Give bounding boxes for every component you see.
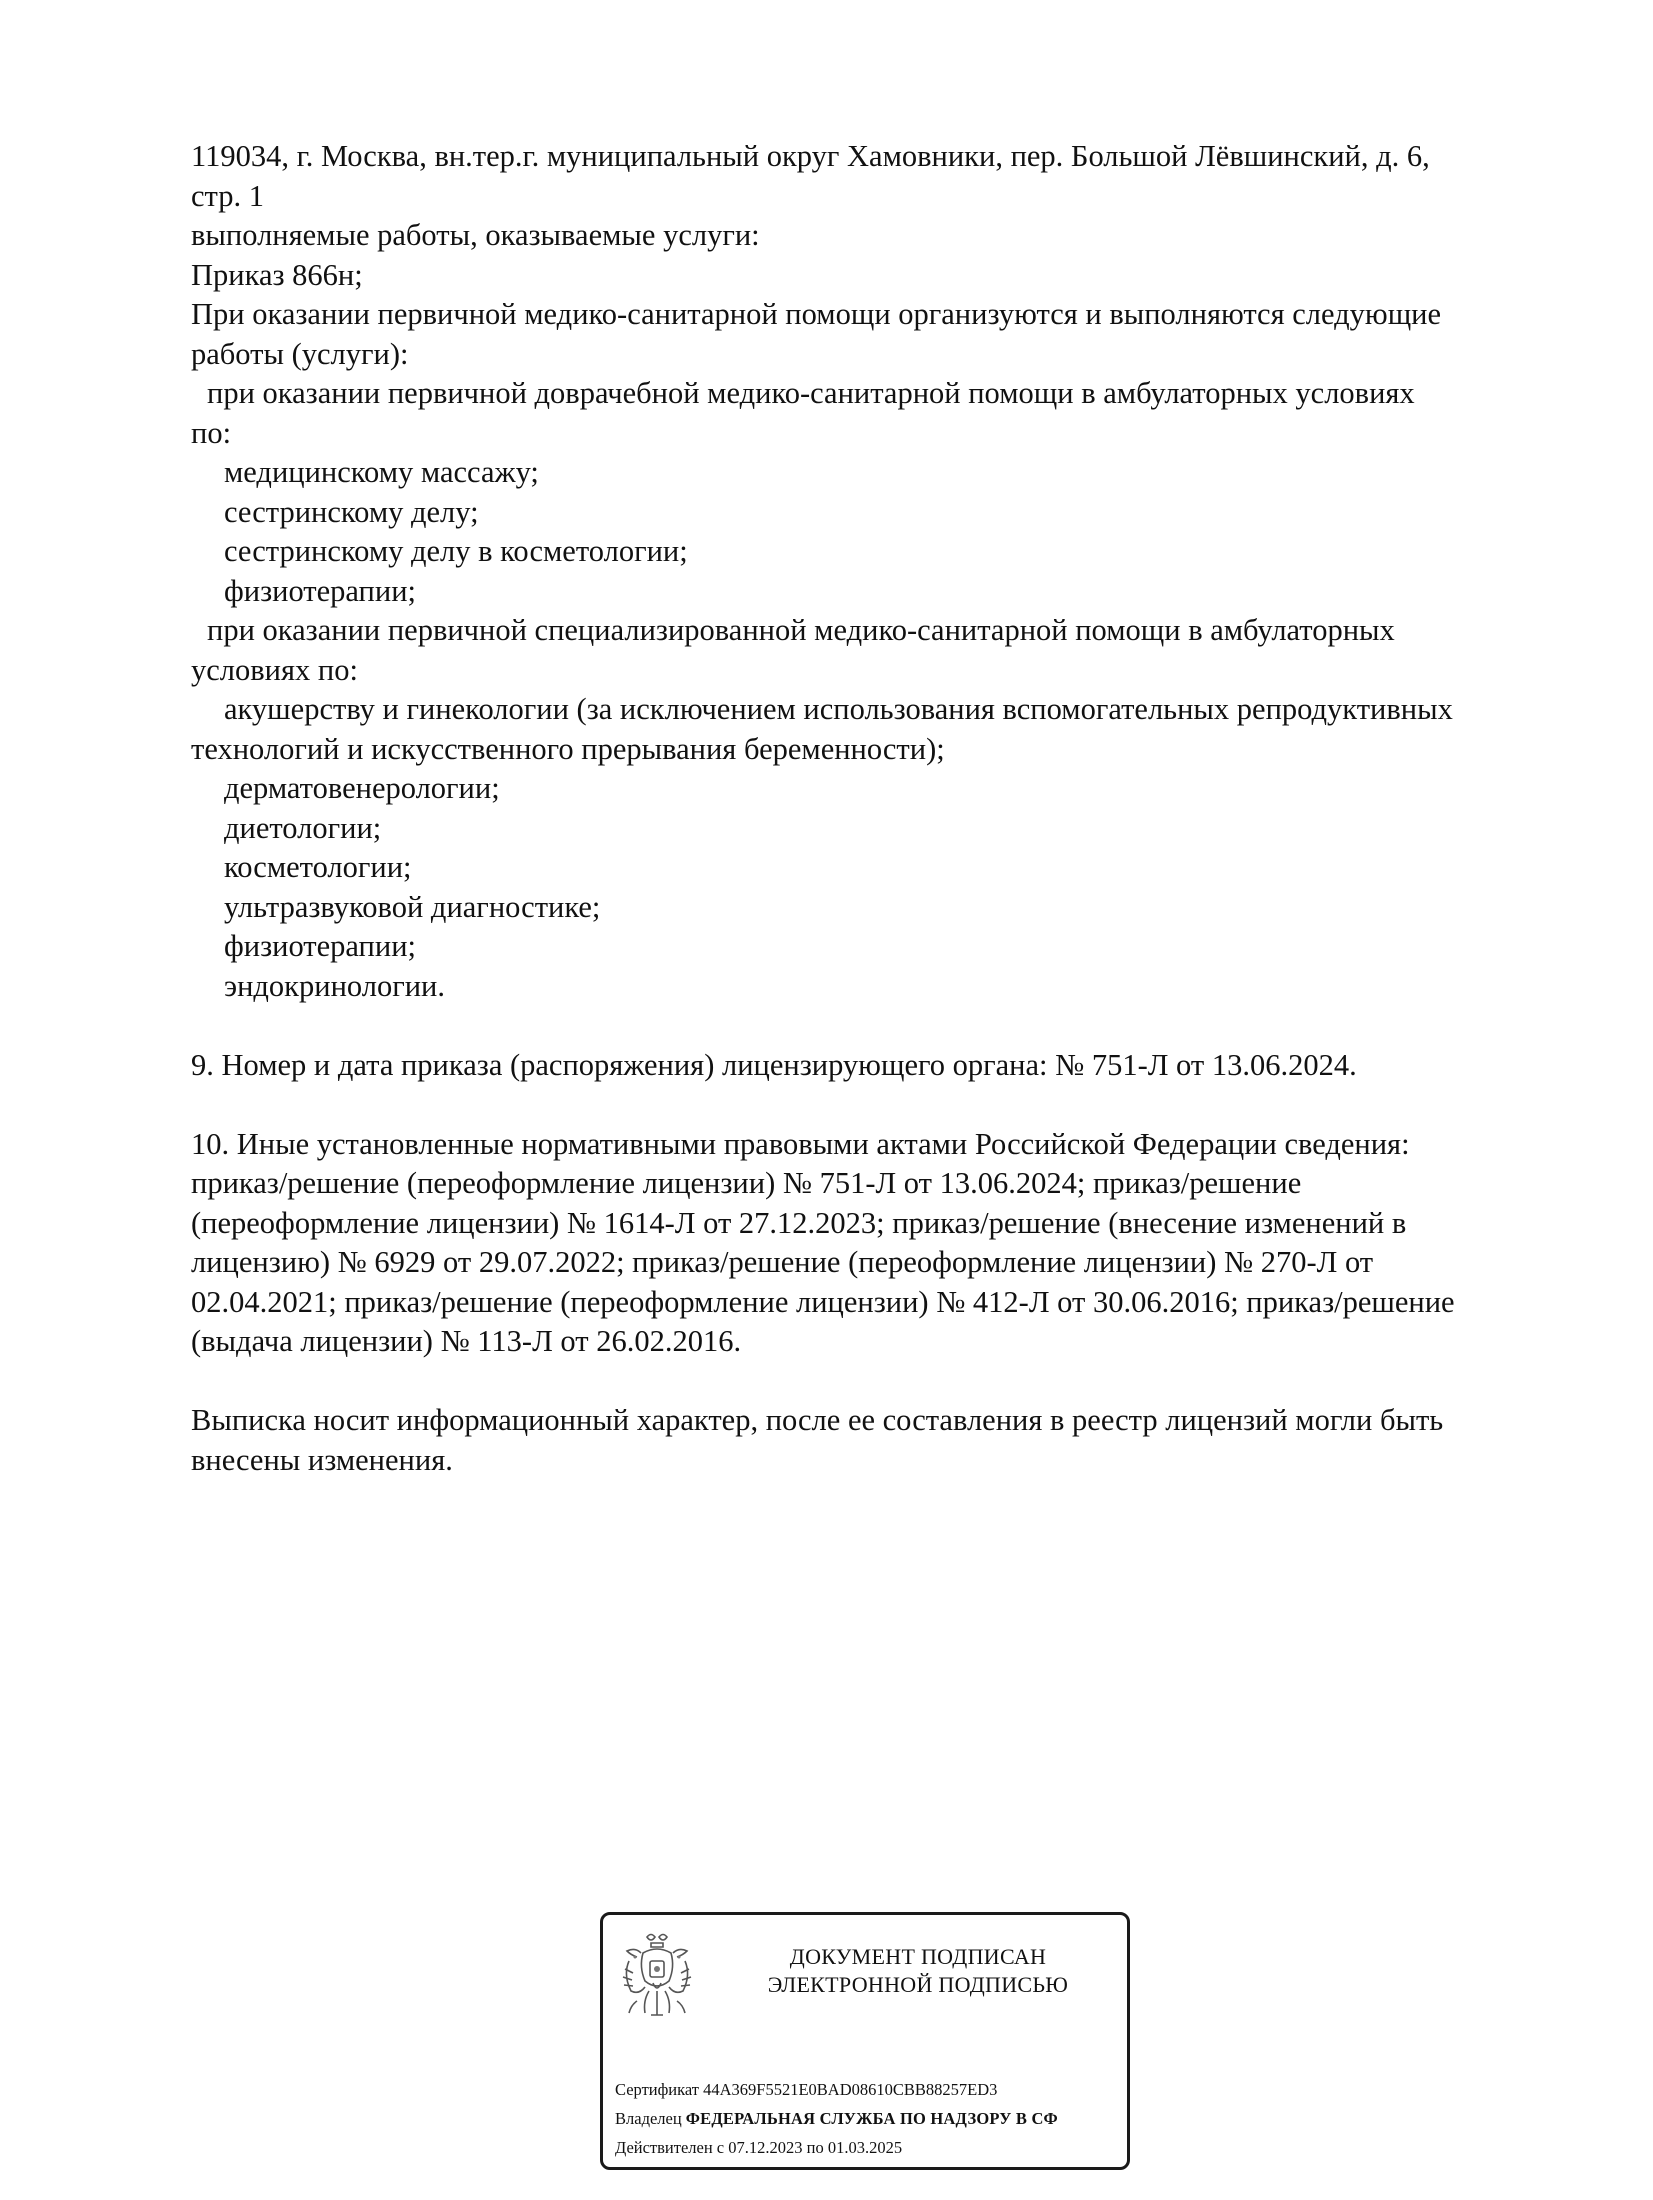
prehospital-care-heading-continued: по: — [191, 415, 232, 450]
owner-label: Владелец — [615, 2109, 682, 2128]
prehospital-care-heading: при оказании первичной доврачебной медико-санитарной помощи в амбулаторных условиях — [207, 376, 1415, 410]
address-line: 119034, г. Москва, вн.тер.г. муниципальный округ Хамовники, пер. Большой Лёвшинский, д. 6, — [191, 139, 1430, 173]
certificate-number: Сертификат 44A369F5521E0BAD08610CBB88257ED3 — [615, 2080, 998, 2099]
list-item: косметологии; — [224, 850, 412, 884]
list-item: физиотерапии; — [224, 573, 416, 608]
section-10-line: 10. Иные установленные нормативными правовыми актами Российской Федерации сведения: — [191, 1126, 1410, 1161]
certificate-owner — [615, 2104, 1130, 2133]
specialized-care-heading: при оказании первичной специализированной медико-санитарной помощи в амбулаторных — [207, 613, 1395, 647]
list-item: медицинскому массажу; — [224, 455, 539, 489]
list-item: ультразвуковой диагностике; — [224, 889, 601, 924]
list-item: эндокринологии. — [224, 968, 445, 1003]
double-headed-eagle-emblem-icon — [619, 1931, 695, 2023]
list-item: диетологии; — [224, 810, 382, 845]
stamp-heading-line: ЭЛЕКТРОННОЙ ПОДПИСЬЮ — [767, 1972, 1069, 1997]
list-item: дерматовенерологии; — [224, 771, 500, 805]
stamp-heading-line: ДОКУМЕНТ ПОДПИСАН — [789, 1944, 1047, 1969]
owner-value: ФЕДЕРАЛЬНАЯ СЛУЖБА ПО НАДЗОРУ В СФ — [685, 2109, 1058, 2128]
disclaimer-note: Выписка носит информационный характер, после ее составления в реестр лицензий могли быть — [191, 1403, 1444, 1437]
list-item: сестринскому делу; — [224, 494, 479, 529]
list-item-continued: технологий и искусственного прерывания беременности); — [191, 731, 945, 766]
stamp-details — [615, 2075, 1130, 2162]
list-item: акушерству и гинекологии (за исключением использования вспомогательных репродуктивных — [224, 692, 1453, 726]
section-10-line: (переоформление лицензии) № 1614-Л от 27.12.2023; приказ/решение (внесение изменений в — [191, 1205, 1407, 1240]
address-line-continued: стр. 1 — [191, 178, 264, 213]
works-label: выполняемые работы, оказываемые услуги: — [191, 218, 760, 252]
section-9-order-number: 9. Номер и дата приказа (распоряжения) лицензирующего органа: № 751-Л от 13.06.2024. — [191, 1047, 1357, 1082]
list-item: физиотерапии; — [224, 929, 416, 963]
section-10-line: 02.04.2021; приказ/решение (переоформление лицензии) № 412-Л от 30.06.2016; приказ/решение — [191, 1284, 1455, 1319]
electronic-signature-stamp — [600, 1912, 1130, 2170]
disclaimer-note-continued: внесены изменения. — [191, 1442, 453, 1477]
section-10-line: приказ/решение (переоформление лицензии) № 751-Л от 13.06.2024; приказ/решение — [191, 1166, 1302, 1200]
section-10-line: (выдача лицензии) № 113-Л от 26.02.2016. — [191, 1324, 742, 1358]
paragraph-gap — [191, 1006, 1561, 1046]
intro-text: При оказании первичной медико-санитарной помощи организуются и выполняются следующие — [191, 297, 1442, 331]
order-reference: Приказ 866н; — [191, 257, 363, 292]
certificate-validity: Действителен с 07.12.2023 по 01.03.2025 — [615, 2138, 903, 2157]
paragraph-gap — [191, 1362, 1561, 1402]
document-body — [191, 137, 1561, 1480]
intro-text-continued: работы (услуги): — [191, 336, 409, 371]
list-item: сестринскому делу в косметологии; — [224, 534, 688, 568]
section-10-line: лицензию) № 6929 от 29.07.2022; приказ/решение (переоформление лицензии) № 270-Л от — [191, 1245, 1374, 1279]
specialized-care-heading-continued: условиях по: — [191, 652, 358, 687]
paragraph-gap — [191, 1085, 1561, 1125]
stamp-heading — [703, 1943, 1130, 1999]
